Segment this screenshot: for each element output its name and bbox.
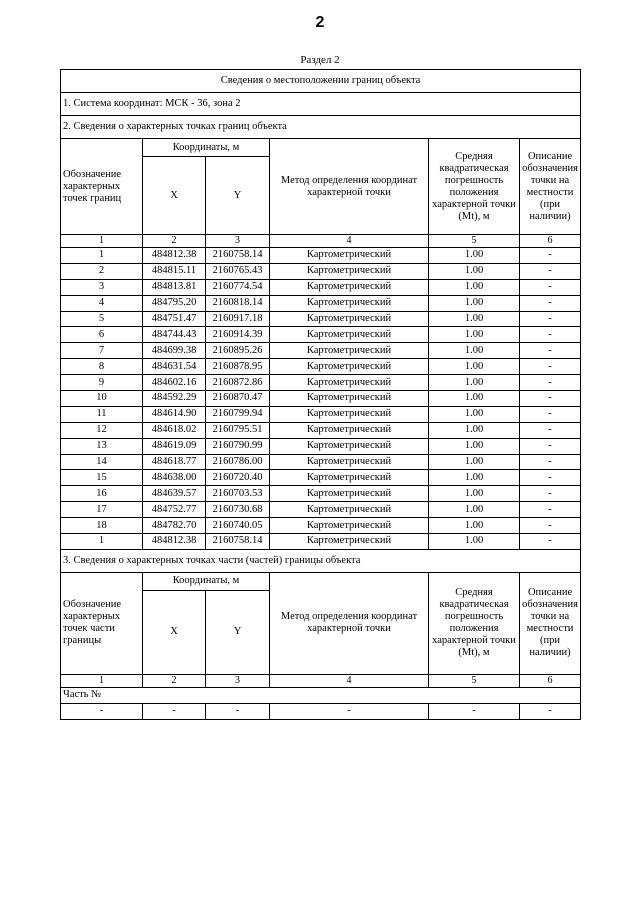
- point-row-cell: 484812.38: [143, 248, 206, 264]
- point-row-cell: Картометрический: [270, 502, 429, 518]
- point-row-cell: -: [520, 295, 581, 311]
- header-method: Метод определения координат характерной точки: [270, 139, 429, 235]
- point-row-cell: 7: [61, 343, 143, 359]
- point-row-cell: 484639.57: [143, 486, 206, 502]
- point-row-cell: 2160786.00: [206, 454, 270, 470]
- point-row-cell: 1.00: [429, 454, 520, 470]
- point-row-cell: 15: [61, 470, 143, 486]
- point-row-cell: Картометрический: [270, 391, 429, 407]
- point-row-cell: 11: [61, 406, 143, 422]
- point-row-cell: 1.00: [429, 327, 520, 343]
- point-row-cell: 1.00: [429, 279, 520, 295]
- point-row-cell: 2160730.68: [206, 502, 270, 518]
- point-row-cell: 6: [61, 327, 143, 343]
- point-row-cell: 484618.77: [143, 454, 206, 470]
- point-row-cell: 1.00: [429, 343, 520, 359]
- point-row-cell: -: [520, 502, 581, 518]
- part-point-row-cell: -: [143, 703, 206, 719]
- boundary-table: [60, 69, 581, 720]
- point-row-cell: 484699.38: [143, 343, 206, 359]
- coordinate-system: 1. Система координат: МСК - 36, зона 2: [61, 93, 581, 116]
- header-designation: Обозначение характерных точек границ: [61, 139, 143, 235]
- point-row-cell: 1.00: [429, 248, 520, 264]
- point-row: [61, 375, 581, 391]
- point-row-cell: 2160872.86: [206, 375, 270, 391]
- point-row-cell: 484751.47: [143, 311, 206, 327]
- point-row-cell: 1.00: [429, 295, 520, 311]
- point-row-cell: 13: [61, 438, 143, 454]
- point-row: [61, 279, 581, 295]
- parts-col-number: 3: [206, 674, 270, 687]
- point-row-cell: 10: [61, 391, 143, 407]
- point-row-cell: -: [520, 263, 581, 279]
- point-row-cell: 1.00: [429, 263, 520, 279]
- point-row-cell: 1.00: [429, 438, 520, 454]
- point-row-cell: -: [520, 248, 581, 264]
- point-row-cell: 484795.20: [143, 295, 206, 311]
- point-row-cell: -: [520, 486, 581, 502]
- point-row-cell: Картометрический: [270, 327, 429, 343]
- parts-col-number: 2: [143, 674, 206, 687]
- points-col-number: 3: [206, 235, 270, 248]
- point-row: [61, 454, 581, 470]
- point-row-cell: -: [520, 406, 581, 422]
- point-row-cell: 2160774.54: [206, 279, 270, 295]
- point-row-cell: 484618.02: [143, 422, 206, 438]
- part-point-row-cell: -: [270, 703, 429, 719]
- point-row-cell: 2160799.94: [206, 406, 270, 422]
- point-row-cell: -: [520, 391, 581, 407]
- point-row-cell: 484602.16: [143, 375, 206, 391]
- point-row: [61, 263, 581, 279]
- part-point-row-cell: -: [206, 703, 270, 719]
- header-y: Y: [206, 157, 270, 235]
- point-row-cell: 2160703.53: [206, 486, 270, 502]
- part-point-row-cell: -: [429, 703, 520, 719]
- header-x: X: [143, 157, 206, 235]
- section-label: Раздел 2: [300, 54, 340, 66]
- point-row-cell: 1.00: [429, 311, 520, 327]
- point-row-cell: 1.00: [429, 422, 520, 438]
- point-row: [61, 422, 581, 438]
- parts-header-description: Описание обозначения точки на местности (при наличии): [520, 572, 581, 674]
- point-row-cell: 1: [61, 534, 143, 550]
- point-row: [61, 391, 581, 407]
- parts-header-method: Метод определения координат характерной точки: [270, 572, 429, 674]
- point-row: [61, 518, 581, 534]
- part-point-row: [61, 703, 581, 719]
- parts-col-number: 6: [520, 674, 581, 687]
- point-row-cell: 1.00: [429, 375, 520, 391]
- point-row-cell: Картометрический: [270, 422, 429, 438]
- points-section-title: 2. Сведения о характерных точках границ объекта: [61, 116, 581, 139]
- point-row-cell: 484815.11: [143, 263, 206, 279]
- parts-col-number: 4: [270, 674, 429, 687]
- point-row-cell: 5: [61, 311, 143, 327]
- point-row-cell: Картометрический: [270, 248, 429, 264]
- point-row-cell: 1.00: [429, 470, 520, 486]
- point-row-cell: 484744.43: [143, 327, 206, 343]
- point-row-cell: 14: [61, 454, 143, 470]
- point-row-cell: 484752.77: [143, 502, 206, 518]
- parts-header-error: Средняя квадратическая погрешность положения характерной точки (Mt), м: [429, 572, 520, 674]
- point-row-cell: 2160790.99: [206, 438, 270, 454]
- header-coords: Координаты, м: [143, 139, 270, 157]
- part-point-row-cell: -: [61, 703, 143, 719]
- point-row-cell: -: [520, 311, 581, 327]
- point-row-cell: 2160870.47: [206, 391, 270, 407]
- point-row-cell: 2160895.26: [206, 343, 270, 359]
- part-label: Часть №: [61, 687, 581, 703]
- point-row-cell: 3: [61, 279, 143, 295]
- point-row-cell: Картометрический: [270, 263, 429, 279]
- point-row-cell: -: [520, 438, 581, 454]
- parts-header-coords: Координаты, м: [143, 572, 270, 590]
- point-row-cell: 484638.00: [143, 470, 206, 486]
- points-col-number: 6: [520, 235, 581, 248]
- point-row-cell: 484631.54: [143, 359, 206, 375]
- point-row-cell: 2: [61, 263, 143, 279]
- point-row: [61, 486, 581, 502]
- point-row-cell: -: [520, 343, 581, 359]
- point-row-cell: -: [520, 279, 581, 295]
- point-row-cell: 9: [61, 375, 143, 391]
- point-row-cell: 484813.81: [143, 279, 206, 295]
- point-row: [61, 295, 581, 311]
- point-row-cell: 1: [61, 248, 143, 264]
- point-row-cell: -: [520, 327, 581, 343]
- point-row-cell: 8: [61, 359, 143, 375]
- point-row-cell: Картометрический: [270, 375, 429, 391]
- point-row-cell: -: [520, 518, 581, 534]
- point-row-cell: Картометрический: [270, 454, 429, 470]
- point-row-cell: 484782.70: [143, 518, 206, 534]
- parts-col-number: 5: [429, 674, 520, 687]
- parts-header-x: X: [143, 590, 206, 674]
- point-row-cell: 2160795.51: [206, 422, 270, 438]
- point-row-cell: 1.00: [429, 359, 520, 375]
- point-row-cell: 484812.38: [143, 534, 206, 550]
- points-col-number: 2: [143, 235, 206, 248]
- point-row-cell: 1.00: [429, 502, 520, 518]
- point-row-cell: 2160818.14: [206, 295, 270, 311]
- point-row-cell: 2160740.05: [206, 518, 270, 534]
- point-row-cell: 16: [61, 486, 143, 502]
- point-row-cell: 18: [61, 518, 143, 534]
- header-error: Средняя квадратическая погрешность положения характерной точки (Mt), м: [429, 139, 520, 235]
- point-row: [61, 406, 581, 422]
- point-row-cell: 1.00: [429, 534, 520, 550]
- points-col-number: 1: [61, 235, 143, 248]
- point-row-cell: 2160758.14: [206, 534, 270, 550]
- point-row-cell: Картометрический: [270, 518, 429, 534]
- point-row-cell: -: [520, 454, 581, 470]
- point-row: [61, 534, 581, 550]
- parts-header-y: Y: [206, 590, 270, 674]
- page-number: 2: [315, 14, 325, 31]
- point-row: [61, 438, 581, 454]
- point-row-cell: 484619.09: [143, 438, 206, 454]
- points-col-number: 4: [270, 235, 429, 248]
- point-row-cell: Картометрический: [270, 470, 429, 486]
- point-row-cell: Картометрический: [270, 295, 429, 311]
- parts-section-title: 3. Сведения о характерных точках части (частей) границы объекта: [61, 549, 581, 572]
- point-row: [61, 311, 581, 327]
- point-row-cell: Картометрический: [270, 359, 429, 375]
- point-row-cell: -: [520, 359, 581, 375]
- point-row: [61, 359, 581, 375]
- point-row-cell: -: [520, 470, 581, 486]
- point-row-cell: 2160765.43: [206, 263, 270, 279]
- point-row-cell: Картометрический: [270, 486, 429, 502]
- point-row: [61, 343, 581, 359]
- point-row-cell: 4: [61, 295, 143, 311]
- point-row-cell: 2160914.39: [206, 327, 270, 343]
- point-row-cell: Картометрический: [270, 279, 429, 295]
- point-row-cell: 484614.90: [143, 406, 206, 422]
- point-row-cell: -: [520, 422, 581, 438]
- point-row-cell: 2160878.95: [206, 359, 270, 375]
- header-description: Описание обозначения точки на местности (при наличии): [520, 139, 581, 235]
- point-row-cell: Картометрический: [270, 406, 429, 422]
- point-row: [61, 248, 581, 264]
- point-row-cell: 1.00: [429, 391, 520, 407]
- point-row-cell: Картометрический: [270, 438, 429, 454]
- point-row-cell: 1.00: [429, 486, 520, 502]
- point-row-cell: 17: [61, 502, 143, 518]
- table-title: Сведения о местоположении границ объекта: [61, 70, 581, 93]
- parts-col-number: 1: [61, 674, 143, 687]
- point-row-cell: 2160758.14: [206, 248, 270, 264]
- point-row: [61, 502, 581, 518]
- point-row-cell: 1.00: [429, 518, 520, 534]
- point-row: [61, 470, 581, 486]
- point-row-cell: 484592.29: [143, 391, 206, 407]
- part-point-row-cell: -: [520, 703, 581, 719]
- point-row-cell: Картометрический: [270, 343, 429, 359]
- point-row-cell: 12: [61, 422, 143, 438]
- point-row-cell: 2160917.18: [206, 311, 270, 327]
- points-col-number: 5: [429, 235, 520, 248]
- point-row: [61, 327, 581, 343]
- point-row-cell: 1.00: [429, 406, 520, 422]
- point-row-cell: Картометрический: [270, 534, 429, 550]
- point-row-cell: Картометрический: [270, 311, 429, 327]
- parts-header-designation: Обозначение характерных точек части границы: [61, 572, 143, 674]
- point-row-cell: -: [520, 375, 581, 391]
- point-row-cell: 2160720.40: [206, 470, 270, 486]
- point-row-cell: -: [520, 534, 581, 550]
